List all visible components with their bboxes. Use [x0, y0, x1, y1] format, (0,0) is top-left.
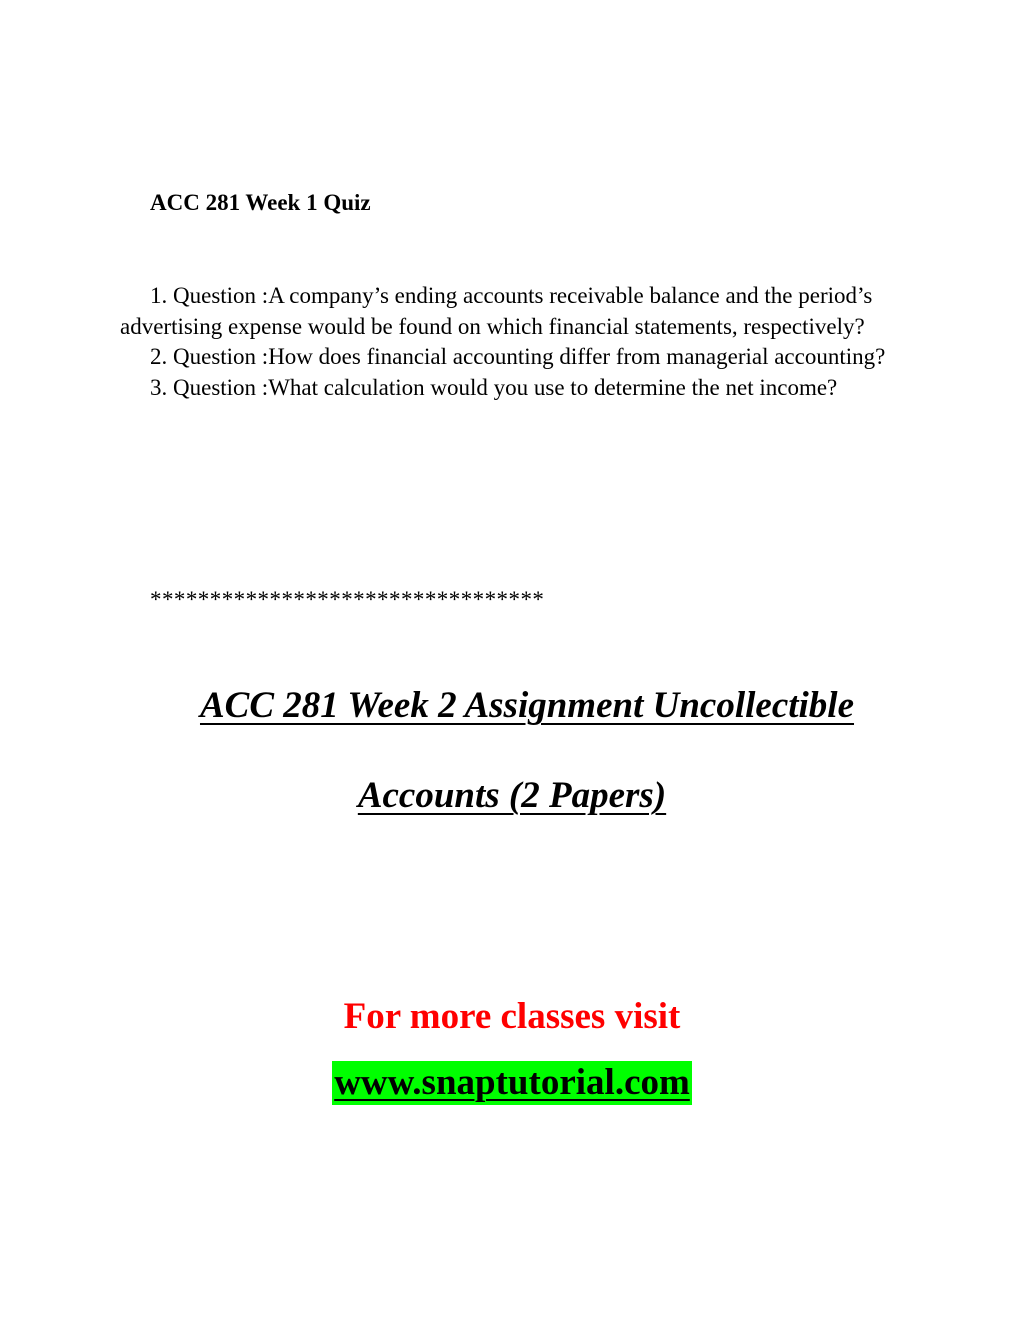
question-3: 3. Question :What calculation would you use to determine the net income? — [150, 375, 838, 401]
assignment-title-line-2: Accounts (2 Papers) — [357, 775, 667, 816]
quiz-title: ACC 281 Week 1 Quiz — [150, 190, 371, 215]
asterisk-separator: ********************************* — [150, 587, 545, 612]
promo-text: For more classes visit — [343, 996, 681, 1037]
assignment-title-line-1: ACC 281 Week 2 Assignment Uncollectible — [199, 685, 855, 726]
site-link-container — [0, 1061, 1024, 1105]
question-list — [120, 281, 920, 404]
site-link[interactable]: www.snaptutorial.com — [334, 1062, 690, 1103]
question-1: 1. Question :A company’s ending accounts receivable balance and the period’s advertising expense would be found on which financial statements, respectively? — [120, 283, 873, 339]
question-2: 2. Question :How does financial accounting differ from managerial accounting? — [150, 344, 886, 370]
